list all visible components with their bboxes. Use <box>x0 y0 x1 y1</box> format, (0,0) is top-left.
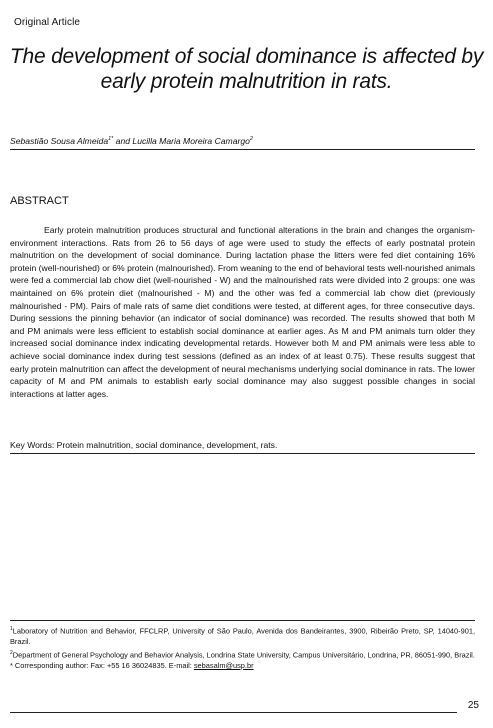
keywords-divider <box>10 453 475 454</box>
author-list <box>10 136 253 146</box>
footnote-2 <box>10 648 475 661</box>
author-1-affiliation: 1* <box>108 136 114 143</box>
footnote-1-text: Laboratory of Nutrition and Behavior, FFCLRP, University of São Paulo, Avenida dos Bandeirantes, 3900, Ribeirão Preto, SP, 14040-901, Brazil. <box>10 626 475 647</box>
page-number: 25 <box>467 700 479 711</box>
keywords-list: Protein malnutrition, social dominance, development, rats. <box>54 440 278 450</box>
email-link[interactable]: sebasalm@usp.br <box>193 660 254 670</box>
abstract-heading: ABSTRACT <box>10 195 69 207</box>
author-2-affiliation: 2 <box>249 136 253 143</box>
section-label: Original Article <box>14 17 81 28</box>
author-1: Sebastião Sousa Almeida <box>10 136 109 146</box>
keywords-label: Key Words: <box>10 440 55 450</box>
title-line-2: early protein malnutrition in rats. <box>100 70 393 93</box>
abstract-body: Early protein malnutrition produces structural and functional alterations in the brain and changes the organism-environment interactions. Rats from 26 to 56 days of age were used to study the effects of early postnatal protein malnutrition on the development of social dominance. During lactation phase the litters were fed diet containing 16% protein (well-nourished) or 6% protein (malnourished). From weaning to the end of behavioral tests well-nourished animals were fed a commercial lab chow diet (well-nourished - W) and the malnourished rats were divided into 2 groups: one was maintained on 6% protein diet (malnourished - M) and the other was fed a commercial lab chow diet (previously malnourished - PM). Pairs of male rats of same diet conditions were tested, at different ages, for three consecutive days. During sessions the pinning behavior (an indicator of social dominance) was recorded. The results showed that both M and PM animals were less efficient to establish social dominance at earlier ages. As M and PM animals turn older they increased social dominance index indicating developmental retards. However both M and PM animals were less able to achieve social dominance index during test sessions (defined as an index of at least 0.75). These results suggest that early protein malnutrition can affect the development of neural mechanisms underlying social dominance in rats. The lower capacity of M and PM animals to establish early social dominance may also suggest possible changes in social interactions at latter ages. <box>10 225 475 399</box>
footnote-divider <box>10 620 475 621</box>
author-2: Lucilla Maria Moreira Camargo <box>132 136 250 146</box>
author-conjunction: and <box>113 136 133 146</box>
article-title <box>0 44 493 94</box>
author-divider <box>10 149 475 150</box>
footnotes <box>10 624 475 671</box>
footnote-2-text: Department of General Psychology and Behavior Analysis, Londrina State University, Campus Universitário, Londrina, PR, 86051-990, Brazil. <box>12 650 475 660</box>
footnote-1 <box>10 624 475 648</box>
keywords <box>10 440 277 450</box>
footnote-2-mark: 2 <box>10 649 13 656</box>
title-line-1: The development of social dominance is affected by <box>9 45 484 68</box>
footnote-1-mark: 1 <box>10 626 13 632</box>
footer-rule <box>10 712 457 713</box>
footnote-correspondence <box>10 661 475 672</box>
correspondence-text: * Corresponding author: Fax: +55 16 36024835. E-mail: <box>10 660 194 670</box>
